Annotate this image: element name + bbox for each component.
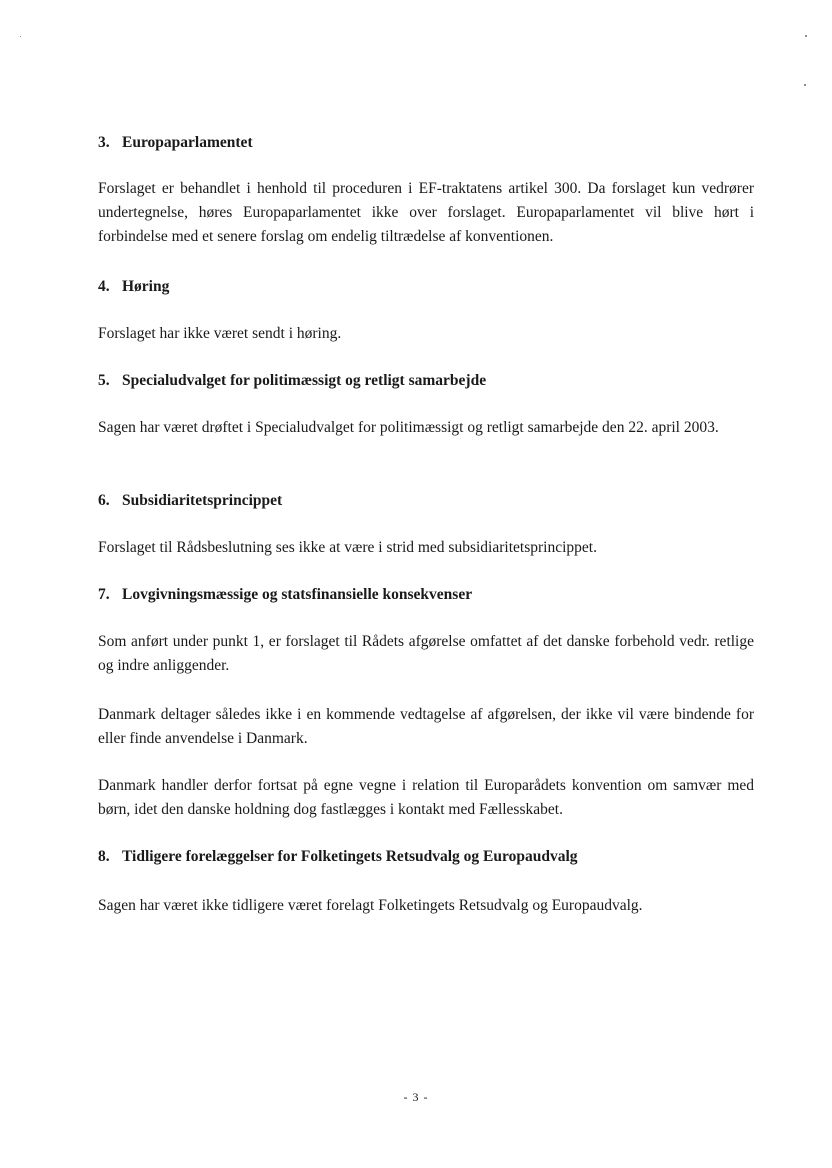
page-number: - 3 - (403, 1090, 429, 1104)
section-number: 4. (98, 278, 110, 295)
paragraph: Forslaget er behandlet i henhold til proceduren i EF-traktatens artikel 300. Da forslaget kun vedrører undertegnelse, høres Europaparlamentet ikke over forslaget. Europaparlamentet vil blive hørt i forbindelse med et senere forslag om endelig tiltrædelse af konventionen. (98, 180, 754, 245)
section-number: 3. (98, 134, 110, 151)
section-specialudvalget-body (98, 416, 754, 440)
section-heading (98, 585, 754, 605)
section-heading (98, 277, 754, 297)
section-konsekvenser-body-2 (98, 703, 754, 751)
paragraph: Sagen har været drøftet i Specialudvalget for politimæssigt og retligt samarbejde den 22. april 2003. (98, 419, 719, 436)
section-title: Subsidiaritetsprincippet (122, 492, 283, 509)
section-heading (98, 491, 754, 511)
scan-speck (804, 84, 806, 86)
section-hoering (98, 277, 754, 297)
section-specialudvalget (98, 371, 754, 391)
section-europaparlamentet (98, 133, 754, 153)
section-number: 7. (98, 586, 110, 603)
section-number: 5. (98, 372, 110, 389)
section-konsekvenser (98, 585, 754, 605)
section-subsidiaritet (98, 491, 754, 511)
section-number: 6. (98, 492, 110, 509)
section-title: Lovgivningsmæssige og statsfinansielle konsekvenser (122, 586, 473, 603)
section-subsidiaritet-body (98, 536, 754, 560)
scan-speck (805, 35, 807, 37)
section-title: Specialudvalget for politimæssigt og retligt samarbejde (122, 372, 487, 389)
section-konsekvenser-body-3 (98, 774, 754, 822)
section-tidligere-forelaeggelser-body (98, 894, 754, 918)
section-europaparlamentet-body (98, 177, 754, 249)
paragraph: Forslaget til Rådsbeslutning ses ikke at være i strid med subsidiaritetsprincippet. (98, 539, 597, 556)
paragraph: Danmark deltager således ikke i en kommende vedtagelse af afgørelsen, der ikke vil være bindende for eller finde anvendelse i Danmark. (98, 706, 754, 747)
section-title: Høring (122, 278, 170, 295)
section-heading (98, 133, 754, 153)
paragraph: Som anført under punkt 1, er forslaget til Rådets afgørelse omfattet af det danske forbehold vedr. retlige og indre anliggender. (98, 633, 754, 674)
paragraph: Sagen har været ikke tidligere været forelagt Folketingets Retsudvalg og Europaudvalg. (98, 897, 643, 914)
scan-speck (20, 36, 21, 37)
paragraph: Danmark handler derfor fortsat på egne vegne i relation til Europarådets konvention om samvær med børn, idet den danske holdning dog fastlægges i kontakt med Fællesskabet. (98, 777, 754, 818)
section-hoering-body (98, 322, 754, 346)
paragraph: Forslaget har ikke været sendt i høring. (98, 325, 342, 342)
section-title: Tidligere forelæggelser for Folketingets Retsudvalg og Europaudvalg (122, 848, 578, 865)
section-konsekvenser-body-1 (98, 630, 754, 678)
section-number: 8. (98, 848, 110, 865)
section-heading (98, 847, 754, 867)
section-tidligere-forelaeggelser (98, 847, 754, 867)
section-heading (98, 371, 754, 391)
section-title: Europaparlamentet (122, 134, 253, 151)
